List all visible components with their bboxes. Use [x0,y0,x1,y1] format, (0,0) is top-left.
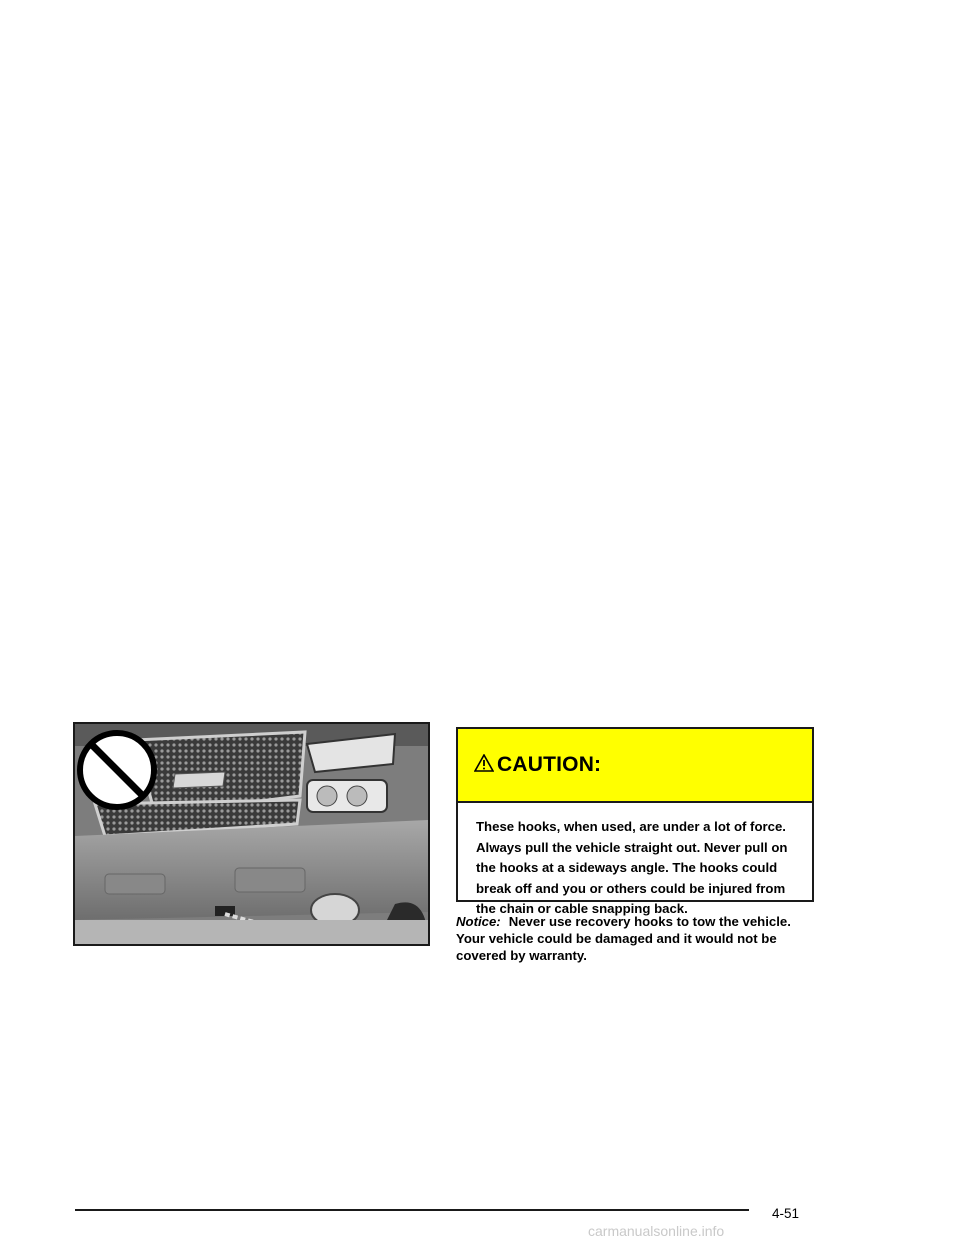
recovery-hook-photo [73,722,430,946]
footer-rule [75,1209,749,1211]
page-number: 4-51 [772,1206,800,1221]
caution-header [458,729,812,803]
watermark: carmanualsonline.info [588,1223,725,1239]
caution-text: These hooks, when used, are under a lot of force. Always pull the vehicle straight out. Never pull on the hooks at a sideways angle. The hooks could break off and you or others could be injured from the chain or cable snapping back. [476,819,788,916]
caution-title: CAUTION: [497,753,602,776]
prohibition-icon [80,733,154,807]
caution-box [456,727,814,916]
notice-paragraph [456,913,818,964]
notice-label: Notice: [456,914,501,929]
notice-text: Never use recovery hooks to tow the vehicle. Your vehicle could be damaged and it would not be covered by warranty. [456,914,791,963]
warning-triangle-icon [474,754,494,777]
